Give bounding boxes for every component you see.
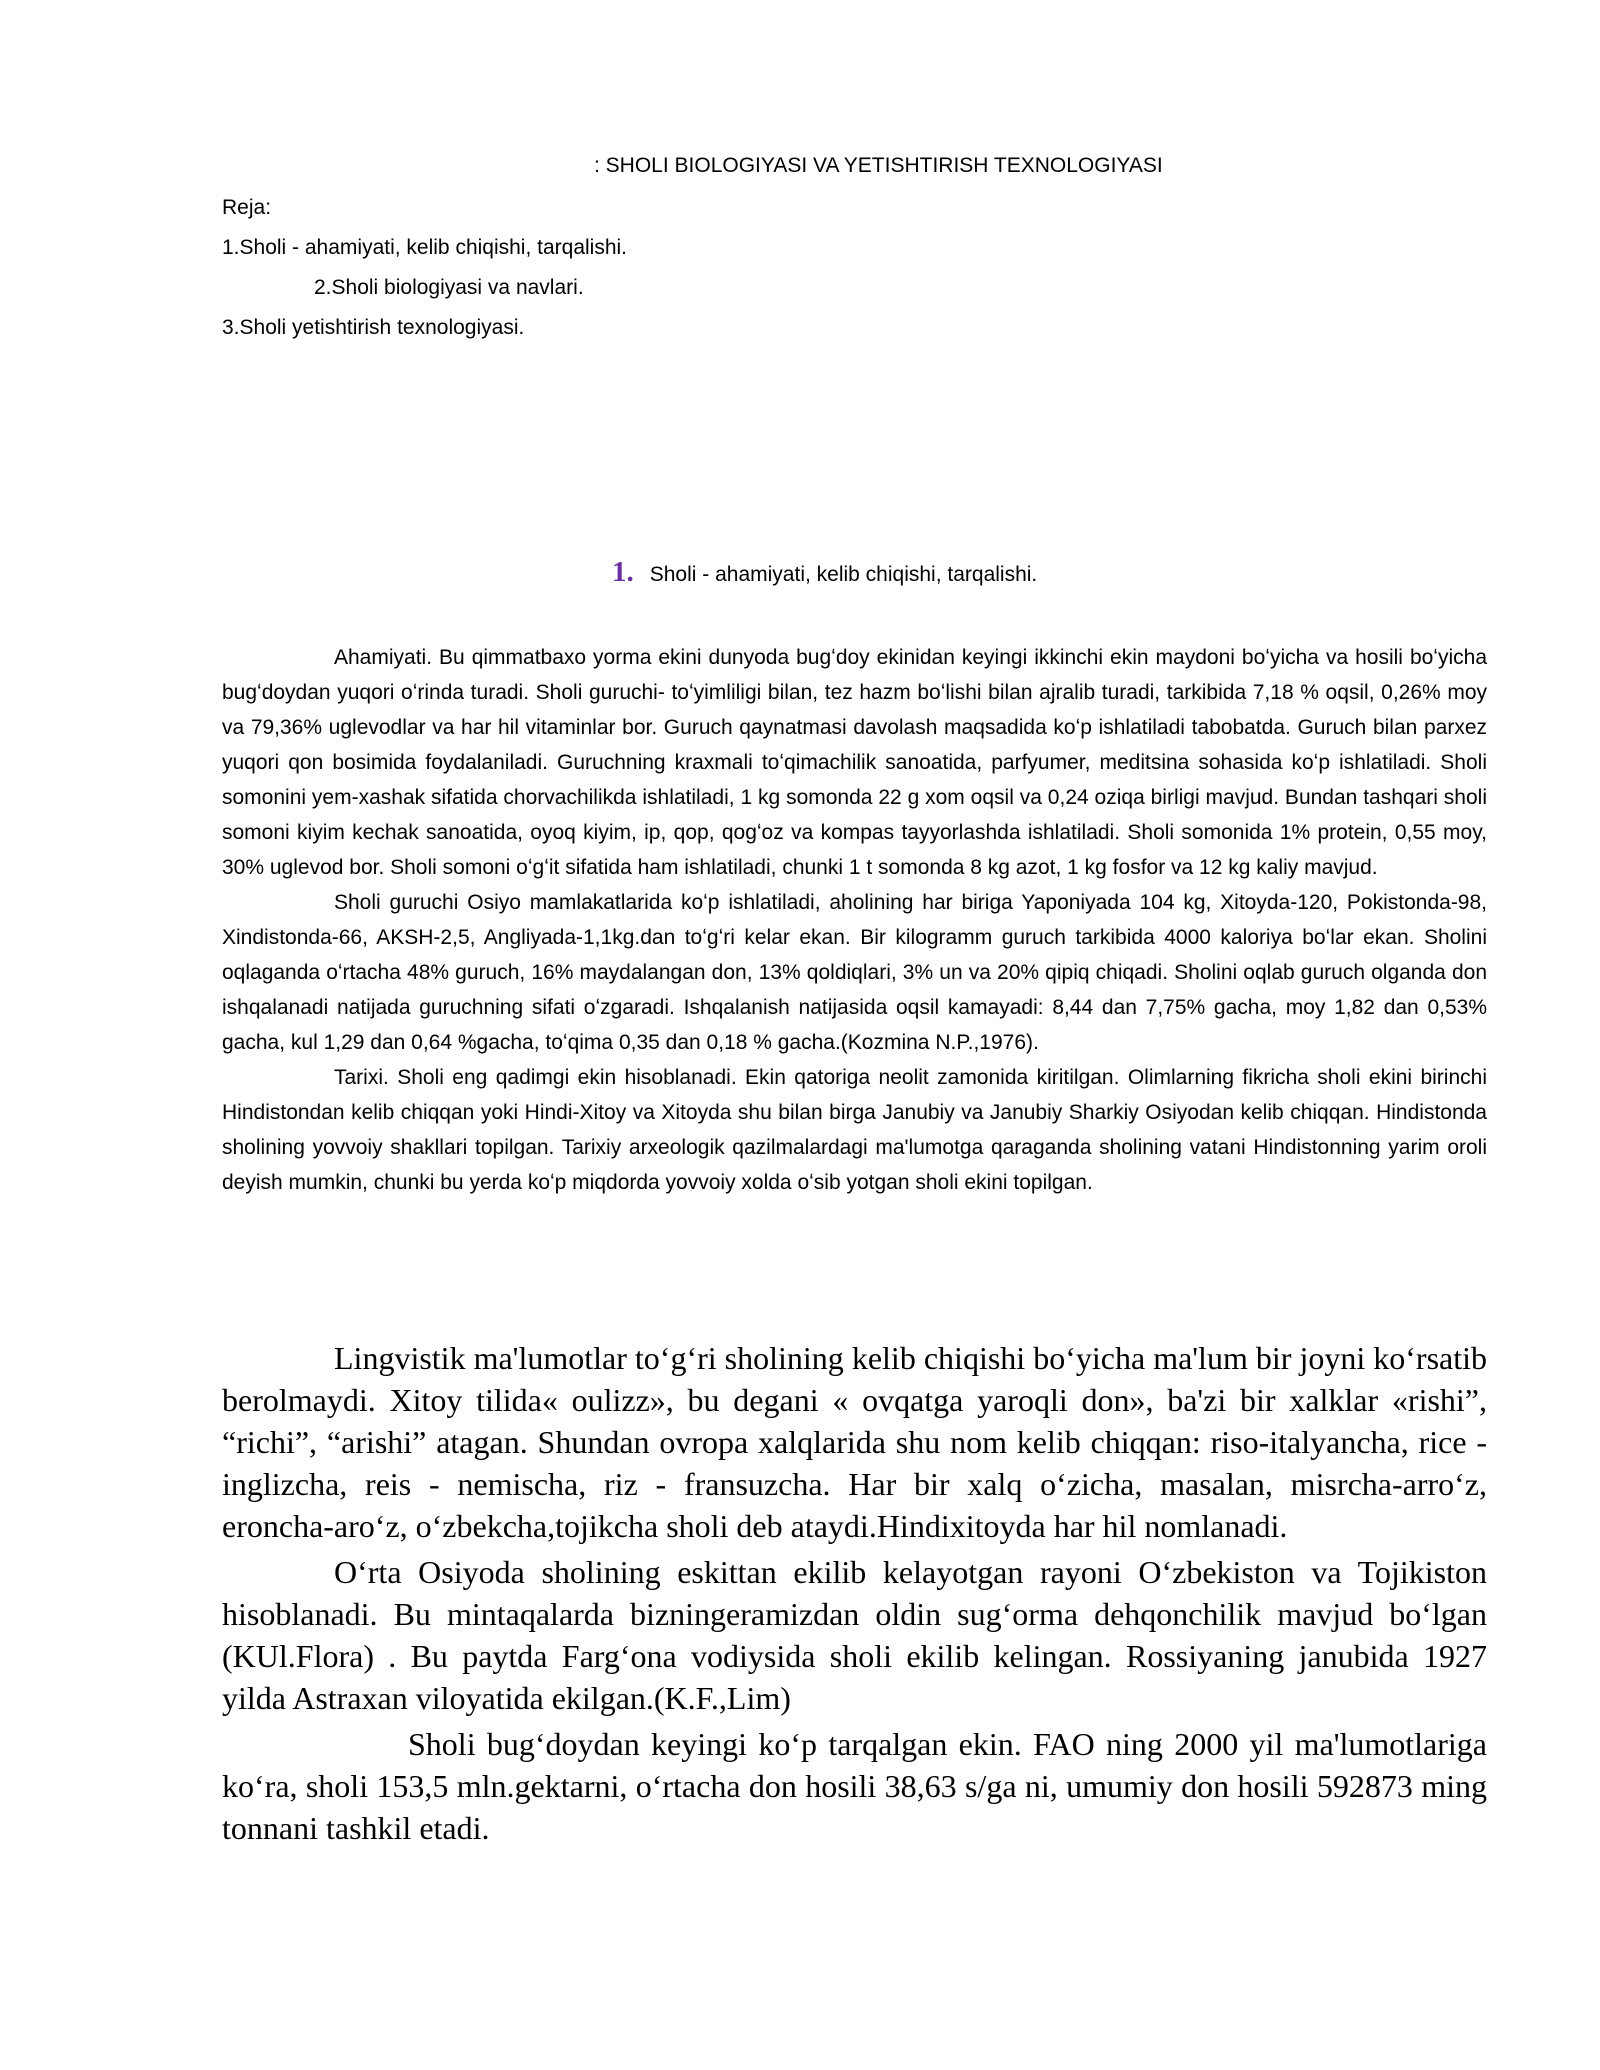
paragraph-importance: Ahamiyati. Bu qimmatbaxo yorma ekini dunyoda bugʻdoy ekinidan keyingi ikkinchi ekin maydoni boʻyicha va hosili boʻyicha bugʻdoydan yuqori oʻrinda turadi. Sholi guruchi- toʻyimliligi bilan, tez hazm boʻlishi bilan ajralib turadi, tarkibida 7,18 % oqsil, 0,26% moy va 79,36% uglevodlar va har hil vitaminlar bor. Guruch qaynatmasi davolash maqsadida koʻp ishlatiladi tabobatda. Guruch bilan parxez yuqori qon bosimida foydalaniladi. Guruchning kraxmali toʻqimachilik sanoatida, parfyumer, meditsina sohasida koʻp ishlatiladi. Sholi somonini yem-xashak sifatida chorvachilikda ishlatiladi, 1 kg somonda 22 g xom oqsil va 0,24 oziqa birligi mavjud. Bundan tashqari sholi somoni kiyim kechak sanoatida, oyoq kiyim, ip, qop, qogʻoz va kompas tayyorlashda ishlatiladi. Sholi somonida 1% protein, 0,55 moy, 30% uglevod bor. Sholi somoni oʻgʻit sifatida ham ishlatiladi, chunki 1 t somonda 8 kg azot, 1 kg fosfor va 12 kg kaliy mavjud.	[222, 646, 1487, 879]
paragraph-fao: Sholi bugʻdoydan keyingi koʻp tarqalgan ekin. FAO ning 2000 yil ma'lumotlariga koʻra, sholi 153,5 mln.gektarni, oʻrtacha don hosili 38,63 s/ga ni, umumiy don hosili 592873 ming tonnani tashkil etadi.	[222, 1726, 1487, 1846]
plan-item: 2.Sholi biologiyasi va navlari.	[314, 276, 584, 299]
plan-label: Reja:	[222, 196, 272, 219]
document-title: : SHOLI BIOLOGIYASI VA YETISHTIRISH TEXNOLOGIYASI	[594, 154, 1163, 177]
section-number: 1.	[612, 556, 634, 588]
paragraph-linguistic: Lingvistik ma'lumotlar toʻgʻri sholining kelib chiqishi boʻyicha ma'lum bir joyni koʻrsatib berolmaydi. Xitoy tilida« oulizz», bu degani « ovqatga yaroqli don», ba'zi bir xalklar «rishi”, “richi”, “arishi” atagan. Shundan ovropa xalqlarida shu nom kelib chiqqan: riso-italyancha, rice - inglizcha, reis - nemischa, riz - fransuzcha. Har bir xalq oʻzicha, masalan, misrcha-arroʻz, eroncha-aroʻz, oʻzbekcha,tojikcha sholi deb ataydi.Hindixitoyda har hil nomlanadi.	[222, 1340, 1487, 1544]
paragraph-history: Tarixi. Sholi eng qadimgi ekin hisoblanadi. Ekin qatoriga neolit zamonida kiritilgan. Olimlarning fikricha sholi ekini birinchi Hindistondan kelib chiqqan yoki Hindi-Xitoy va Xitoyda shu bilan birga Janubiy va Janubiy Sharkiy Osiyodan kelib chiqqan. Hindistonda sholining yovvoiy shakllari topilgan. Tarixiy arxeologik qazilmalardagi ma'lumotga qaraganda sholining vatani Hindistonning yarim oroli deyish mumkin, chunki bu yerda koʻp miqdorda yovvoiy xolda oʻsib yotgan sholi ekini topilgan.	[222, 1066, 1487, 1194]
plan-item: 1.Sholi - ahamiyati, kelib chiqishi, tarqalishi.	[222, 236, 628, 259]
paragraph-consumption: Sholi guruchi Osiyo mamlakatlarida koʻp ishlatiladi, aholining har biriga Yaponiyada 104 kg, Xitoyda-120, Pokistonda-98, Xindistonda-66, AKSH-2,5, Angliyada-1,1kg.dan toʻgʻri kelar ekan. Bir kilogramm guruch tarkibida 4000 kaloriya boʻlar ekan. Sholini oqlaganda oʻrtacha 48% guruch, 16% maydalangan don, 13% qoldiqlari, 3% un va 20% qipiq chiqadi. Sholini oqlab guruch olganda don ishqalanadi natijada guruchning sifati oʻzgaradi. Ishqalanish natijasida oqsil kamayadi: 8,44 dan 7,75% gacha, moy 1,82 dan 0,53% gacha, kul 1,29 dan 0,64 %gacha, toʻqima 0,35 dan 0,18 % gacha.(Kozmina N.P.,1976).	[222, 891, 1487, 1054]
plan-item: 3.Sholi yetishtirish texnologiyasi.	[222, 316, 525, 339]
plan-section	[222, 188, 627, 348]
section-body-serif	[222, 1337, 1487, 1853]
section-title: Sholi - ahamiyati, kelib chiqishi, tarqalishi.	[649, 563, 1038, 586]
section-body-sans	[222, 640, 1487, 1200]
section-heading	[612, 556, 1037, 589]
paragraph-central-asia: Oʻrta Osiyoda sholining eskittan ekilib kelayotgan rayoni Oʻzbekiston va Tojikiston hisoblanadi. Bu mintaqalarda bizningeramizdan oldin sugʻorma dehqonchilik mavjud boʻlgan (KUl.Flora) . Bu paytda Fargʻona vodiysida sholi ekilib kelingan. Rossiyaning janubida 1927 yilda Astraxan viloyatida ekilgan.(K.F.,Lim)	[222, 1554, 1487, 1716]
